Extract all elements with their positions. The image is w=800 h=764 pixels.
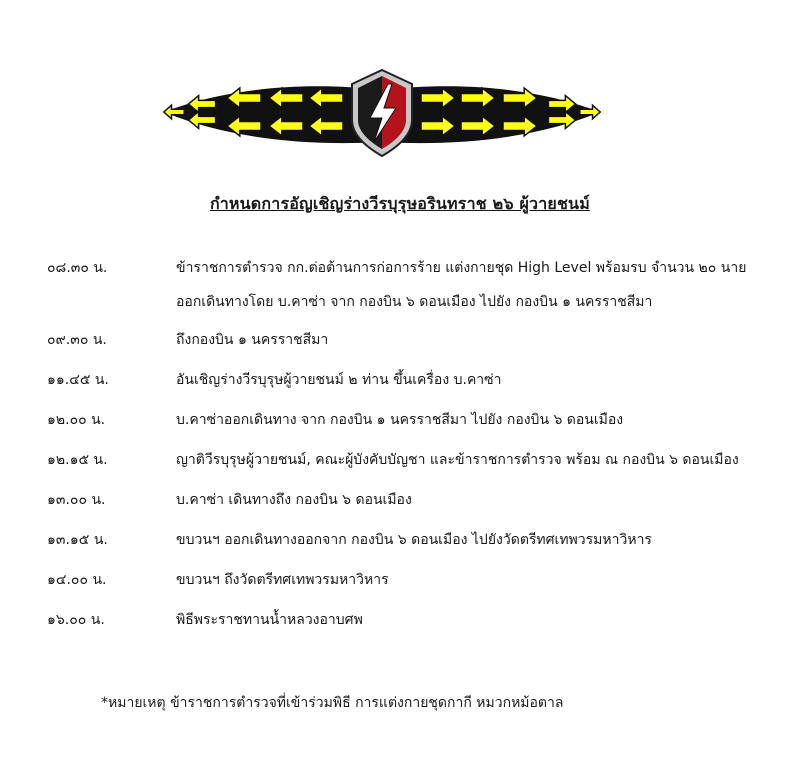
schedule-description xyxy=(176,490,788,510)
schedule-description xyxy=(176,330,788,350)
emblem-graphic xyxy=(162,64,602,164)
schedule-description xyxy=(176,370,788,390)
schedule-time: ๑๒.๐๐ น. xyxy=(47,412,106,428)
schedule-description-line: ข้าราชการตำรวจ กก.ต่อต้านการก่อการร้าย แต่งกายชุด High Level พร้อมรบ จำนวน ๒๐ นาย xyxy=(176,260,747,276)
footnote: *หมายเหตุ ข้าราชการตำรวจที่เข้าร่วมพิธี การแต่งกายชุดกากี หมวกหม้อตาล xyxy=(101,695,564,711)
schedule-description xyxy=(176,610,788,630)
schedule-time: ๑๖.๐๐ น. xyxy=(47,612,105,628)
schedule-description xyxy=(176,450,788,470)
schedule-description-line: ญาติวีรบุรุษผู้วายชนม์, คณะผู้บังคับบัญชา และข้าราชการตำรวจ พร้อม ณ กองบิน ๖ ดอนเมือง xyxy=(176,452,739,468)
schedule-description xyxy=(176,258,788,312)
schedule-description-line: บ.คาซ่า เดินทางถึง กองบิน ๖ ดอนเมือง xyxy=(176,492,412,508)
schedule-time: ๐๙.๓๐ น. xyxy=(47,332,107,348)
schedule-description xyxy=(176,530,788,550)
schedule-description-line: ขบวนฯ ถึงวัดตรีทศเทพวรมหาวิหาร xyxy=(176,572,389,588)
schedule-description-line: พิธีพระราชทานน้ำหลวงอาบศพ xyxy=(176,612,363,628)
police-emblem-logo xyxy=(162,64,602,164)
schedule-time: ๑๓.๐๐ น. xyxy=(47,492,106,508)
schedule-description-line: ออกเดินทางโดย บ.คาซ่า จาก กองบิน ๖ ดอนเมือง ไปยัง กองบิน ๑ นครราชสีมา xyxy=(176,294,653,310)
schedule-description xyxy=(176,410,788,430)
schedule-time: ๑๒.๑๕ น. xyxy=(47,452,108,468)
schedule-time: ๑๑.๔๕ น. xyxy=(47,372,109,388)
schedule-description-line: อันเชิญร่างวีรบุรุษผู้วายชนม์ ๒ ท่าน ขึ้นเครื่อง บ.คาซ่า xyxy=(176,372,502,388)
schedule-description-line: ถึงกองบิน ๑ นครราชสีมา xyxy=(176,332,329,348)
schedule-description xyxy=(176,570,788,590)
schedule-description-line: ขบวนฯ ออกเดินทางออกจาก กองบิน ๖ ดอนเมือง ไปยังวัดตรีทศเทพวรมหาวิหาร xyxy=(176,532,652,548)
schedule-time: ๑๔.๐๐ น. xyxy=(47,572,107,588)
page-title: กำหนดการอัญเชิญร่างวีรบุรุษอรินทราช ๒๖ ผู้วายชนม์ xyxy=(210,194,590,213)
schedule-time: ๐๘.๓๐ น. xyxy=(47,260,108,276)
schedule-description-line: บ.คาซ่าออกเดินทาง จาก กองบิน ๑ นครราชสีมา ไปยัง กองบิน ๖ ดอนเมือง xyxy=(176,412,624,428)
schedule-time: ๑๓.๑๕ น. xyxy=(47,532,108,548)
